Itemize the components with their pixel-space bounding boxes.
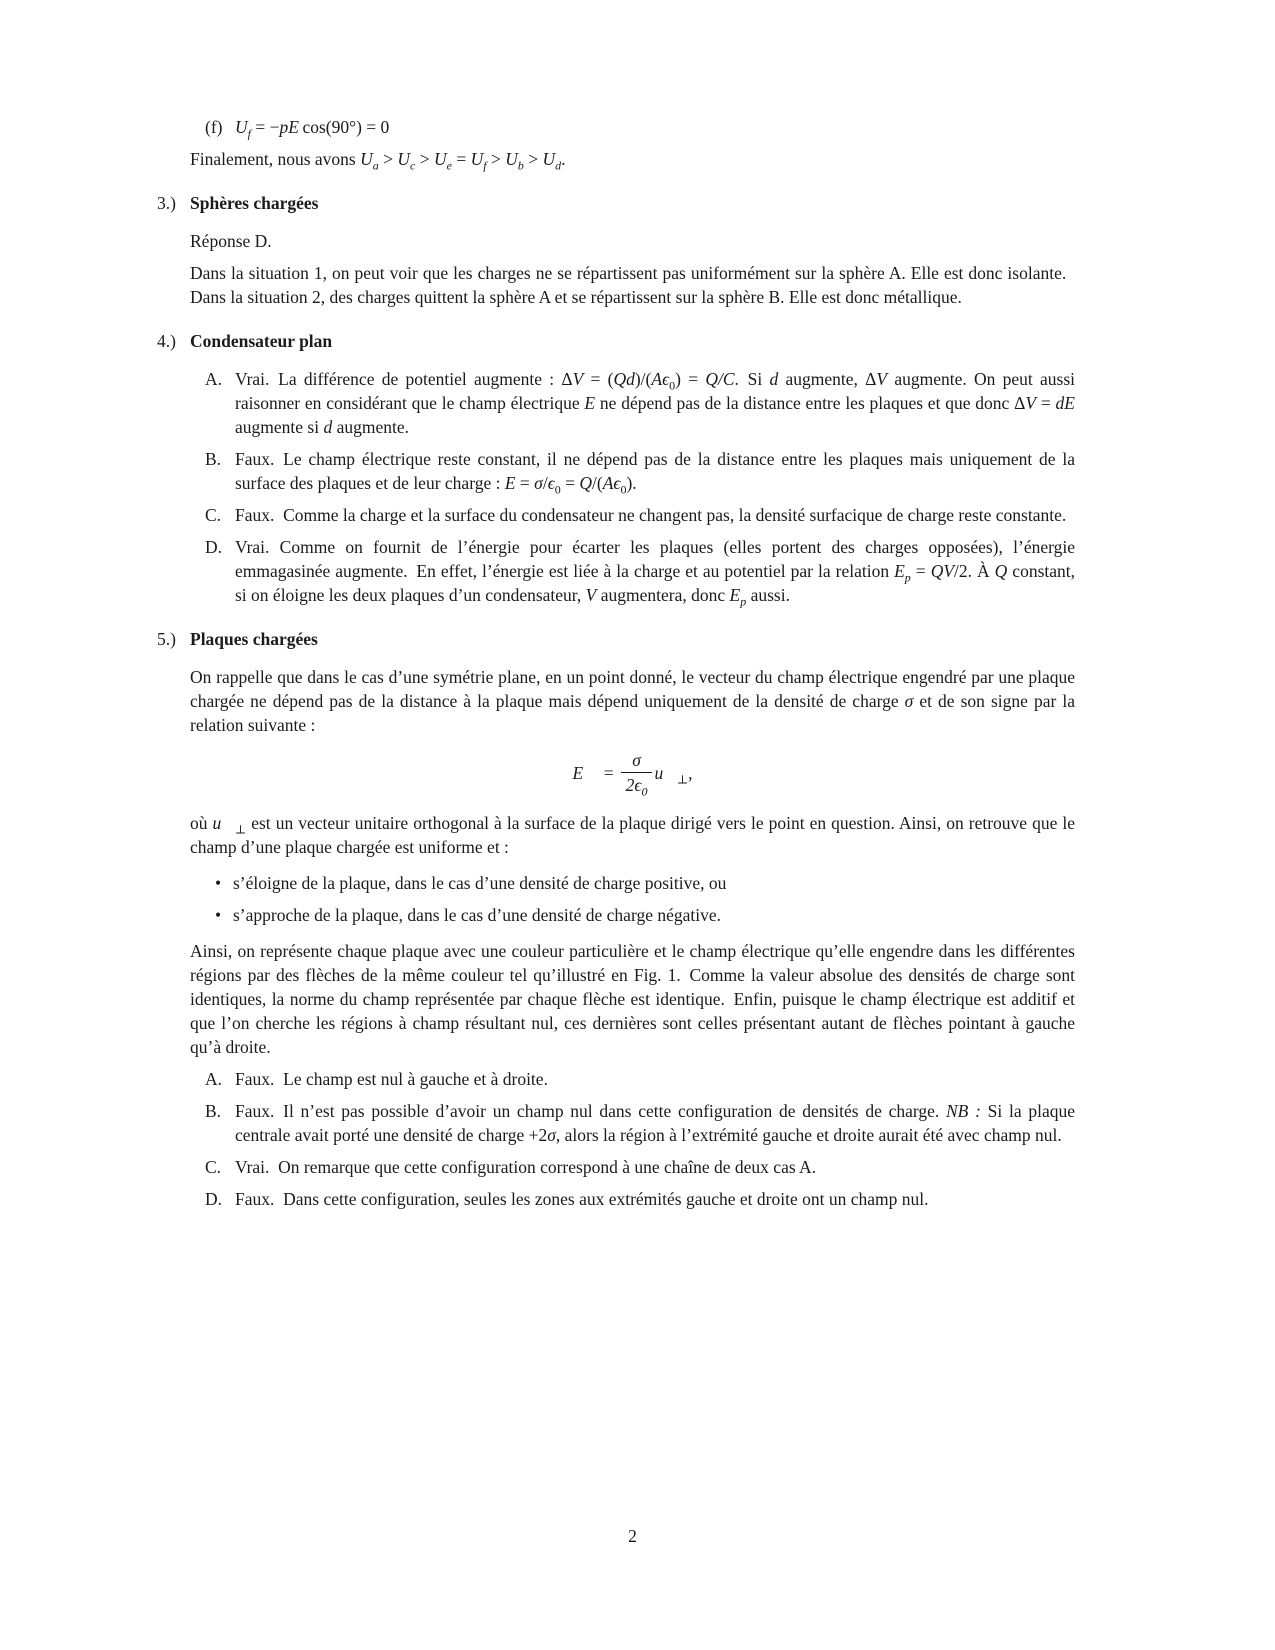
answer-item-c: [190, 503, 1075, 527]
subitem-f: [190, 115, 1075, 139]
subitem-f-formula: $U_f = -pE$ cos(90°) = 0: [235, 117, 390, 141]
section-3-explanation: Dans la situation 1, on peut voir que les charges ne se répartissent pas uniformément sur la sphère A. Elle est donc isolante. Dans la situation 2, des charges quittent la sphère A et se répartissent sur la sphère B. Elle est donc métallique.: [190, 263, 1075, 307]
answer-item-d-label: D.: [205, 537, 223, 557]
section-4-title: Condensateur plan: [190, 331, 333, 351]
equation-lhs: E⃗: [572, 763, 597, 783]
answer-item-5a-label: A.: [205, 1069, 223, 1089]
answer-item-b: [190, 447, 1075, 495]
answer-item-c-label: C.: [205, 505, 222, 525]
section-3-number: 3.): [157, 193, 176, 213]
answer-item-5d-label: D.: [205, 1189, 223, 1209]
list-item-negative-charge: • s’approche de la plaque, dans le cas d’une densité de charge négative.: [190, 903, 1075, 927]
equation-rhs: $u⃗_\perp$,: [654, 763, 693, 787]
fraction-numerator: σ: [632, 750, 641, 770]
answer-item-c-text: Faux. Comme la charge et la surface du condensateur ne changent pas, la densité surfacique de charge reste constante.: [235, 505, 1067, 525]
section-5-number: 5.): [157, 629, 176, 649]
section-5-figure-paragraph: Ainsi, on représente chaque plaque avec une couleur particulière et le champ électrique qu’elle engendre dans les différentes régions par des flèches de la même couleur tel qu’illustré en Fig. 1. Comme la valeur absolue des densités de charge sont identiques, la norme du champ représentée par chaque flèche est identique. Enfin, puisque le champ électrique est additif et que l’on cherche les régions à champ résultant nul, ces dernières sont celles présentant autant de flèches pointant à gauche qu’à droite.: [190, 941, 1075, 1057]
section-4-number: 4.): [157, 331, 176, 351]
answer-item-5b-label: B.: [205, 1101, 222, 1121]
equation-fraction: [621, 749, 653, 797]
answer-item-d-text: Vrai. Comme on fournit de l’énergie pour écarter les plaques (elles portent des charges opposées), l’énergie emmagasinée augmente. En effet, l’énergie est liée à la charge et au potentiel par la relation $E_p = QV/2$. À Q constant, si on éloigne les deux plaques d’un condensateur, V augmentera, donc $E_p$ aussi.: [235, 537, 1075, 609]
answer-item-d: [190, 535, 1075, 607]
field-equation: [190, 749, 1075, 797]
answer-item-a: [190, 367, 1075, 439]
section-plaques-chargees: [157, 627, 1075, 1211]
field-direction-list: [190, 871, 1075, 927]
section-3-title: Sphères chargées: [190, 193, 319, 213]
answer-item-5d: [190, 1187, 1075, 1211]
answer-item-5c-text: Vrai. On remarque que cette configuration correspond à une chaîne de deux cas A.: [235, 1157, 817, 1177]
section-condensateur-plan: [157, 329, 1075, 609]
page-content: [157, 115, 1075, 1219]
section-3-heading: [157, 191, 1075, 215]
section-3-answer: Réponse D.: [190, 231, 272, 251]
answer-item-5b-text: Faux. Il n’est pas possible d’avoir un champ nul dans cette configuration de densités de charge. NB : Si la plaque centrale avait porté une densité de charge +2σ, alors la région à l’extrémité gauche et droite aurait été avec champ nul.: [235, 1101, 1075, 1145]
equation-equals-sign: =: [603, 763, 614, 783]
answer-item-b-label: B.: [205, 449, 222, 469]
conclusion-paragraph: Finalement, nous avons $U_a > U_c > U_e = U_f > U_b > U_d$.: [190, 149, 566, 173]
section-5-title: Plaques chargées: [190, 629, 318, 649]
answer-item-5c-label: C.: [205, 1157, 222, 1177]
answer-item-5d-text: Faux. Dans cette configuration, seules les zones aux extrémités gauche et droite ont un champ nul.: [235, 1189, 929, 1209]
fraction-denominator: $2\epsilon_0$: [621, 772, 653, 797]
answer-item-5a: [190, 1067, 1075, 1091]
answer-item-a-text: Vrai. La différence de potentiel augmente : $\Delta V = (Qd)/(A\epsilon_0) = Q/C$. Si d augmente, ΔV augmente. On peut aussi raisonner en considérant que le champ électrique E ne dépend pas de la distance entre les plaques et que donc ΔV = dE augmente si d augmente.: [235, 369, 1075, 437]
answer-item-5a-text: Faux. Le champ est nul à gauche et à droite.: [235, 1069, 548, 1089]
page-number: 2: [628, 1526, 637, 1546]
answer-item-5c: [190, 1155, 1075, 1179]
subitem-f-label: (f): [205, 117, 223, 137]
list-item-positive-charge: • s’éloigne de la plaque, dans le cas d’une densité de charge positive, ou: [190, 871, 1075, 895]
section-5-heading: [157, 627, 1075, 651]
section-5-intro: On rappelle que dans le cas d’une symétrie plane, en un point donné, le vecteur du champ électrique engendré par une plaque chargée ne dépend pas de la distance à la plaque mais dépend uniquement de la densité de charge σ et de son signe par la relation suivante :: [190, 667, 1075, 735]
section-5-after-equation: où $u⃗_\perp$ est un vecteur unitaire orthogonal à la surface de la plaque dirigé vers le point en question. Ainsi, on retrouve que le champ d’une plaque chargée est uniforme et :: [190, 813, 1075, 857]
answer-item-b-text: Faux. Le champ électrique reste constant, il ne dépend pas de la distance entre les plaques mais uniquement de la surface des plaques et de leur charge : $E = \sigma/\epsilon_0 = Q/(A\epsilon_0)$.: [235, 449, 1075, 497]
section-spheres-chargees: [157, 191, 1075, 309]
answer-item-a-label: A.: [205, 369, 223, 389]
answer-item-5b: [190, 1099, 1075, 1147]
section-4-heading: [157, 329, 1075, 353]
